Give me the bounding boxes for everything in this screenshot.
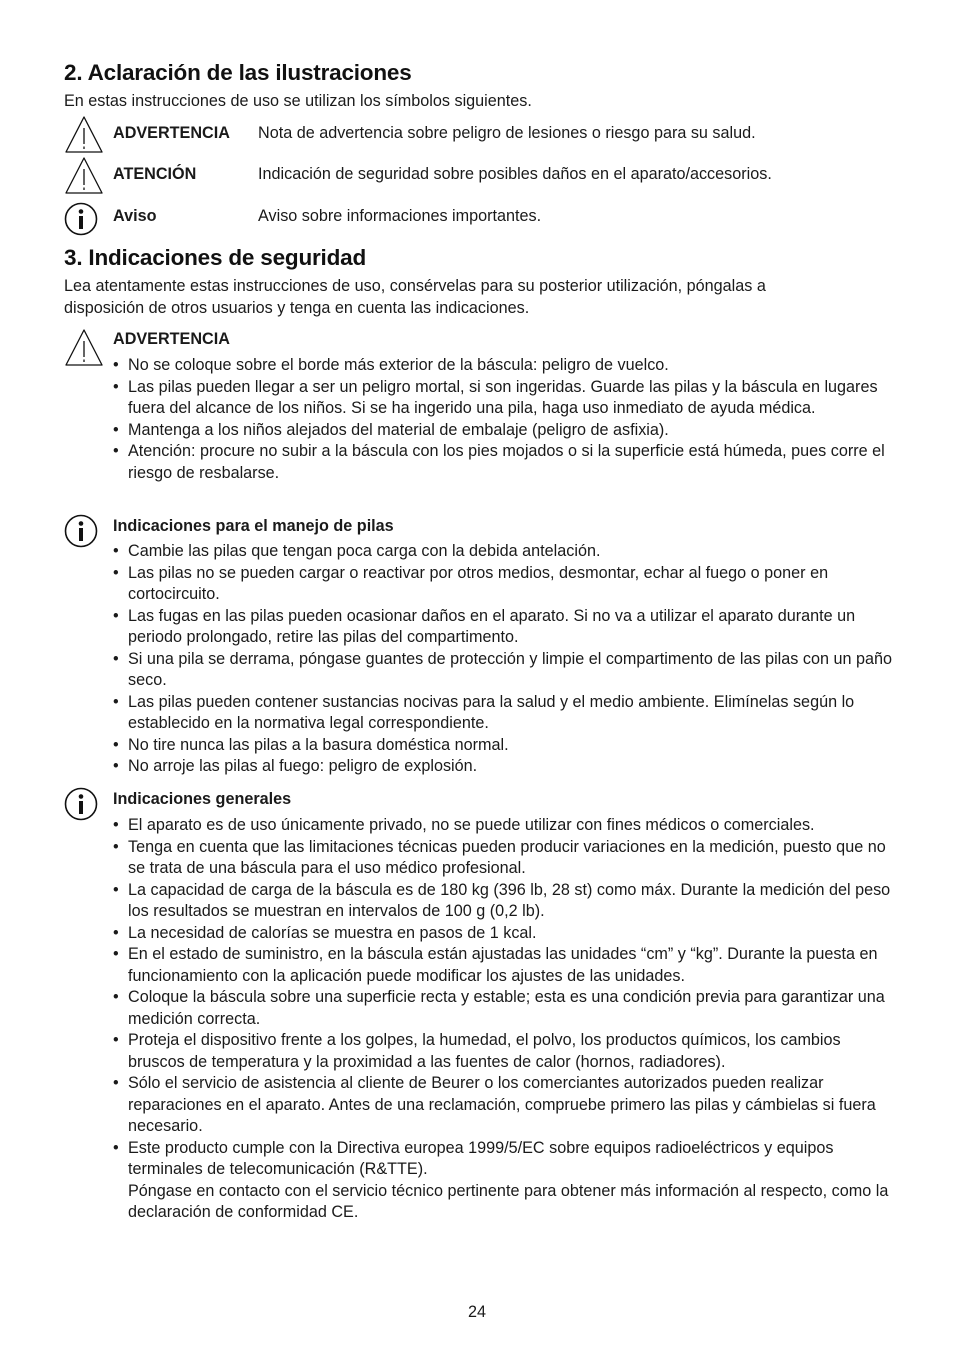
warning-triangle-icon (64, 328, 104, 368)
list-item: • Tenga en cuenta que las limitaciones técnicas pueden producir variaciones en la medición, puesto que no se trata de una báscula para el uso médico profesional. (113, 837, 886, 877)
list-item: • Coloque la báscula sobre una superficie recta y estable; esta es una condición previa para garantizar una medición correcta. (113, 988, 885, 1028)
section-3-intro: Lea atentamente estas instrucciones de uso, consérvelas para su posterior utilización, póngalas a disposición de otros usuarios y tenga en cuenta las indicaciones. (64, 277, 766, 317)
list-item: • El aparato es de uso únicamente privado, no se puede utilizar con fines médicos o comerciales. (113, 816, 815, 834)
section-3-title: 3. Indicaciones de seguridad (64, 245, 366, 270)
symbol-label-atencion: ATENCIÓN (113, 165, 197, 183)
list-item: • Si una pila se derrama, póngase guantes de protección y limpie el compartimento de las pilas con un paño seco. (113, 649, 892, 689)
list-item: • Este producto cumple con la Directiva europea 1999/5/EC sobre equipos radioeléctricos y equipos terminales de telecomunicación (R&TTE). Póngase en contacto con el servicio técnico pertinente para obtener más información al respecto, como la declaración de conformidad CE. (113, 1138, 889, 1221)
list-item: • No tire nunca las pilas a la basura doméstica normal. (113, 735, 509, 754)
warning-list (113, 355, 893, 484)
list-item: • La capacidad de carga de la báscula es de 180 kg (396 lb, 28 st) como máx. Durante la medición del peso los resultados se muestran en intervalos de 100 g (0,2 lb). (113, 880, 891, 920)
list-item: • Las fugas en las pilas pueden ocasionar daños en el aparato. Si no va a utilizar el aparato durante un periodo prolongado, retire las pilas del compartimento. (113, 606, 856, 646)
list-item: • Las pilas pueden llegar a ser un peligro mortal, si son ingeridas. Guarde las pilas y la báscula en lugares fuera del alcance de los niños. Si se ha ingerido una pila, haga uso inmediato de ayuda médica. (113, 377, 878, 417)
list-item: • Las pilas no se pueden cargar o reactivar por otros medios, desmontar, echar al fuego o poner en cortocircuito. (113, 563, 829, 603)
list-item: • No se coloque sobre el borde más exterior de la báscula: peligro de vuelco. (113, 356, 669, 374)
symbol-label-advertencia: ADVERTENCIA (113, 124, 230, 142)
list-item: • Mantenga a los niños alejados del material de embalaje (peligro de asfixia). (113, 420, 669, 439)
general-list (113, 815, 893, 1224)
page-number: 24 (467, 1303, 486, 1321)
symbol-label-aviso: Aviso (113, 207, 157, 225)
symbol-desc-aviso: Aviso sobre informaciones importantes. (258, 207, 542, 225)
list-item: • Proteja el dispositivo frente a los golpes, la humedad, el polvo, los productos químicos, los cambios bruscos de temperatura y la proximidad a las fuentes de calor (hornos, radiadores). (113, 1031, 841, 1071)
info-circle-icon (64, 202, 98, 236)
info-circle-icon (64, 514, 98, 548)
batteries-heading: Indicaciones para el manejo de pilas (113, 517, 394, 535)
warning-triangle-icon (64, 115, 104, 155)
list-item: • Cambie las pilas que tengan poca carga con la debida antelación. (113, 542, 601, 560)
symbol-desc-atencion: Indicación de seguridad sobre posibles daños en el aparato/accesorios. (258, 165, 772, 183)
list-item: • Atención: procure no subir a la báscula con los pies mojados o si la superficie está húmeda, pues corre el riesgo de resbalarse. (113, 442, 885, 482)
list-item: • En el estado de suministro, en la báscula están ajustadas las unidades “cm” y “kg”. Durante la puesta en funcionamiento con la aplicación puede modificar los ajustes de las unidades. (113, 945, 878, 985)
symbol-desc-advertencia: Nota de advertencia sobre peligro de lesiones o riesgo para su salud. (258, 124, 756, 142)
list-item: • Las pilas pueden contener sustancias nocivas para la salud y el medio ambiente. Elimínelas según lo establecido en la normativa legal correspondiente. (113, 692, 855, 732)
batteries-list (113, 541, 893, 778)
warning-heading: ADVERTENCIA (113, 330, 230, 348)
info-circle-icon (64, 787, 98, 821)
list-item: • La necesidad de calorías se muestra en pasos de 1 kcal. (113, 923, 537, 942)
section-2-intro: En estas instrucciones de uso se utilizan los símbolos siguientes. (64, 92, 532, 110)
general-heading: Indicaciones generales (113, 790, 292, 808)
warning-triangle-icon (64, 156, 104, 196)
list-item: • Sólo el servicio de asistencia al cliente de Beurer o los comerciantes autorizados pueden realizar reparaciones en el aparato. Antes de una reclamación, compruebe primero las pilas y cámbielas si fuera necesario. (113, 1074, 876, 1135)
section-2-title: 2. Aclaración de las ilustraciones (64, 60, 412, 85)
list-item: • No arroje las pilas al fuego: peligro de explosión. (113, 757, 478, 775)
general-extra: Póngase en contacto con el servicio técnico pertinente para obtener más información al respecto, como la declaración de conformidad CE. (128, 1181, 889, 1221)
